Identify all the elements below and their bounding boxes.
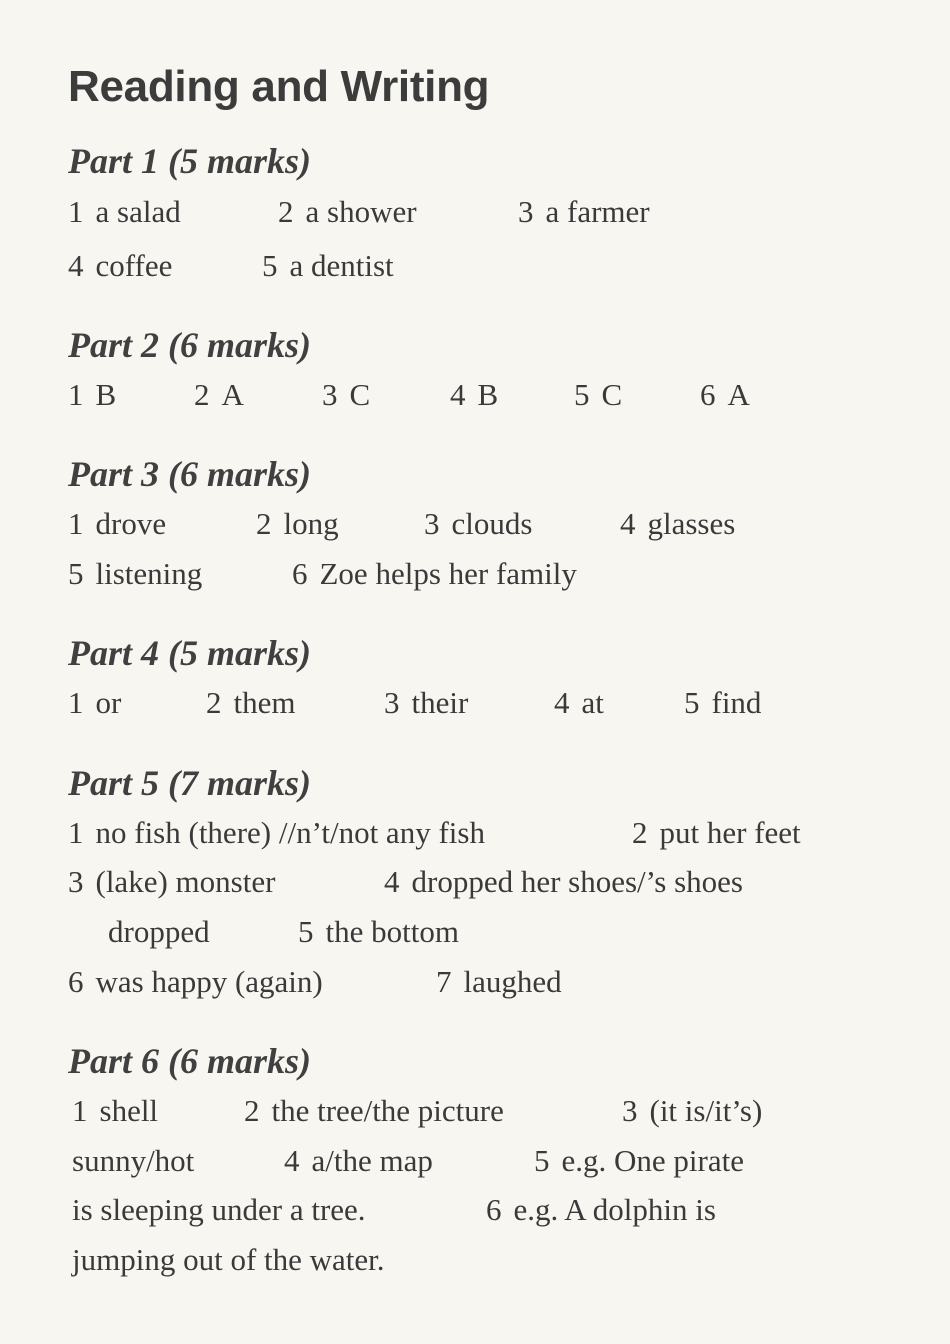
answer-text: C [601, 377, 623, 412]
answer-text: put her feet [659, 815, 801, 850]
answer-text: at [581, 685, 604, 720]
answer-number: 5 [298, 914, 314, 949]
answer-item [68, 685, 121, 721]
answer-item [68, 194, 181, 230]
page-title: Reading and Writing [68, 62, 490, 111]
part-6-line-3 [0, 1192, 950, 1232]
answer-number: 3 [384, 685, 400, 720]
answer-text: a salad [95, 194, 181, 229]
answer-number: 1 [72, 1093, 88, 1128]
answer-text: C [349, 377, 371, 412]
answer-text: was happy (again) [95, 964, 323, 999]
answer-item [72, 1242, 385, 1278]
answer-item [206, 685, 296, 721]
part-6-line-4 [0, 1242, 950, 1282]
answer-number: 1 [68, 377, 84, 412]
part-2-line-1 [0, 377, 950, 417]
answer-number: 4 [284, 1143, 300, 1178]
answer-number: 1 [68, 685, 84, 720]
part-3-heading: Part 3 (6 marks) [68, 454, 311, 494]
answer-item [68, 815, 485, 851]
answer-number: 4 [450, 377, 466, 412]
part-6-heading: Part 6 (6 marks) [68, 1041, 311, 1081]
answer-text: sunny/hot [72, 1143, 195, 1178]
answer-item [244, 1093, 504, 1129]
answer-number: 6 [700, 377, 716, 412]
answer-text: the bottom [325, 914, 459, 949]
answer-text: B [95, 377, 117, 412]
answer-item [622, 1093, 762, 1129]
answer-text: B [477, 377, 499, 412]
answer-number: 2 [194, 377, 210, 412]
answer-number: 5 [262, 248, 278, 283]
answer-item [486, 1192, 716, 1228]
answer-number: 1 [68, 194, 84, 229]
answer-text: A [727, 377, 750, 412]
answer-item [68, 964, 323, 1000]
answer-number: 4 [384, 864, 400, 899]
answer-item [684, 685, 761, 721]
answer-item [194, 377, 244, 413]
answer-item [632, 815, 801, 851]
answer-text: a dentist [289, 248, 394, 283]
answer-item [284, 1143, 433, 1179]
answer-item [298, 914, 459, 950]
answer-text: e.g. One pirate [561, 1143, 744, 1178]
answer-text: clouds [451, 506, 533, 541]
answer-item [384, 685, 468, 721]
answer-text: a/the map [311, 1143, 433, 1178]
answer-text: (it is/it’s) [649, 1093, 763, 1128]
answer-number: 2 [278, 194, 294, 229]
answer-number: 4 [68, 248, 84, 283]
answer-item [292, 556, 577, 592]
answer-item [450, 377, 498, 413]
answer-item [68, 864, 275, 900]
answer-item [68, 506, 166, 542]
answer-item [68, 377, 116, 413]
answer-text: the tree/the picture [271, 1093, 504, 1128]
part-6-line-2 [0, 1143, 950, 1183]
answer-text: a shower [305, 194, 417, 229]
answer-item [278, 194, 417, 230]
answer-number: 6 [292, 556, 308, 591]
part-5-line-1 [0, 815, 950, 855]
answer-number: 3 [622, 1093, 638, 1128]
answer-text: A [221, 377, 244, 412]
answer-text: glasses [647, 506, 736, 541]
answer-text: e.g. A dolphin is [513, 1192, 716, 1227]
part-3-line-1 [0, 506, 950, 546]
answer-item [72, 1093, 158, 1129]
answer-text: no fish (there) //n’t/not any fish [95, 815, 485, 850]
answer-number: 4 [620, 506, 636, 541]
answer-text: drove [95, 506, 167, 541]
answer-item [554, 685, 604, 721]
part-4-heading: Part 4 (5 marks) [68, 633, 311, 673]
part-5-line-3 [0, 914, 950, 954]
part-5-heading: Part 5 (7 marks) [68, 763, 311, 803]
part-1-line-2 [0, 248, 950, 288]
answer-number: 2 [206, 685, 222, 720]
answer-item [574, 377, 622, 413]
answer-item [68, 556, 202, 592]
answer-text: a farmer [545, 194, 650, 229]
part-5-line-2 [0, 864, 950, 904]
answer-item [518, 194, 650, 230]
answer-number: 2 [244, 1093, 260, 1128]
answer-number: 3 [68, 864, 84, 899]
answer-number: 5 [68, 556, 84, 591]
answer-text: coffee [95, 248, 173, 283]
part-2-heading: Part 2 (6 marks) [68, 325, 311, 365]
part-4-line-1 [0, 685, 950, 725]
answer-item [424, 506, 532, 542]
answer-text: dropped her shoes/’s shoes [411, 864, 743, 899]
answer-number: 2 [632, 815, 648, 850]
answer-text: or [95, 685, 122, 720]
answer-text: is sleeping under a tree. [72, 1192, 366, 1227]
answer-number: 3 [424, 506, 440, 541]
answer-item [72, 1192, 366, 1228]
answer-item [262, 248, 394, 284]
answer-item [322, 377, 370, 413]
answer-item [436, 964, 562, 1000]
answer-item [256, 506, 339, 542]
answer-number: 3 [518, 194, 534, 229]
answer-text: (lake) monster [95, 864, 276, 899]
answer-text: their [411, 685, 469, 720]
answer-item [68, 248, 172, 284]
part-1-heading: Part 1 (5 marks) [68, 141, 311, 181]
answer-text: listening [95, 556, 203, 591]
answer-number: 6 [486, 1192, 502, 1227]
answer-item [384, 864, 743, 900]
answer-number: 3 [322, 377, 338, 412]
answer-text: dropped [108, 914, 210, 949]
answer-number: 1 [68, 815, 84, 850]
answer-number: 7 [436, 964, 452, 999]
part-6-line-1 [0, 1093, 950, 1133]
answer-number: 5 [534, 1143, 550, 1178]
answer-item [72, 1143, 194, 1179]
answer-number: 4 [554, 685, 570, 720]
answer-item [700, 377, 750, 413]
answer-number: 6 [68, 964, 84, 999]
answer-text: long [283, 506, 339, 541]
answer-text: them [233, 685, 296, 720]
answer-number: 2 [256, 506, 272, 541]
answer-item [620, 506, 735, 542]
answer-text: laughed [463, 964, 562, 999]
part-5-line-4 [0, 964, 950, 1004]
answer-text: Zoe helps her family [319, 556, 577, 591]
answer-number: 5 [684, 685, 700, 720]
answer-text: shell [99, 1093, 159, 1128]
part-3-line-2 [0, 556, 950, 596]
answer-item [108, 914, 210, 950]
answer-number: 5 [574, 377, 590, 412]
part-1-line-1 [0, 194, 950, 234]
answer-number: 1 [68, 506, 84, 541]
answer-text: jumping out of the water. [72, 1242, 385, 1277]
answer-item [534, 1143, 744, 1179]
answer-text: find [711, 685, 762, 720]
